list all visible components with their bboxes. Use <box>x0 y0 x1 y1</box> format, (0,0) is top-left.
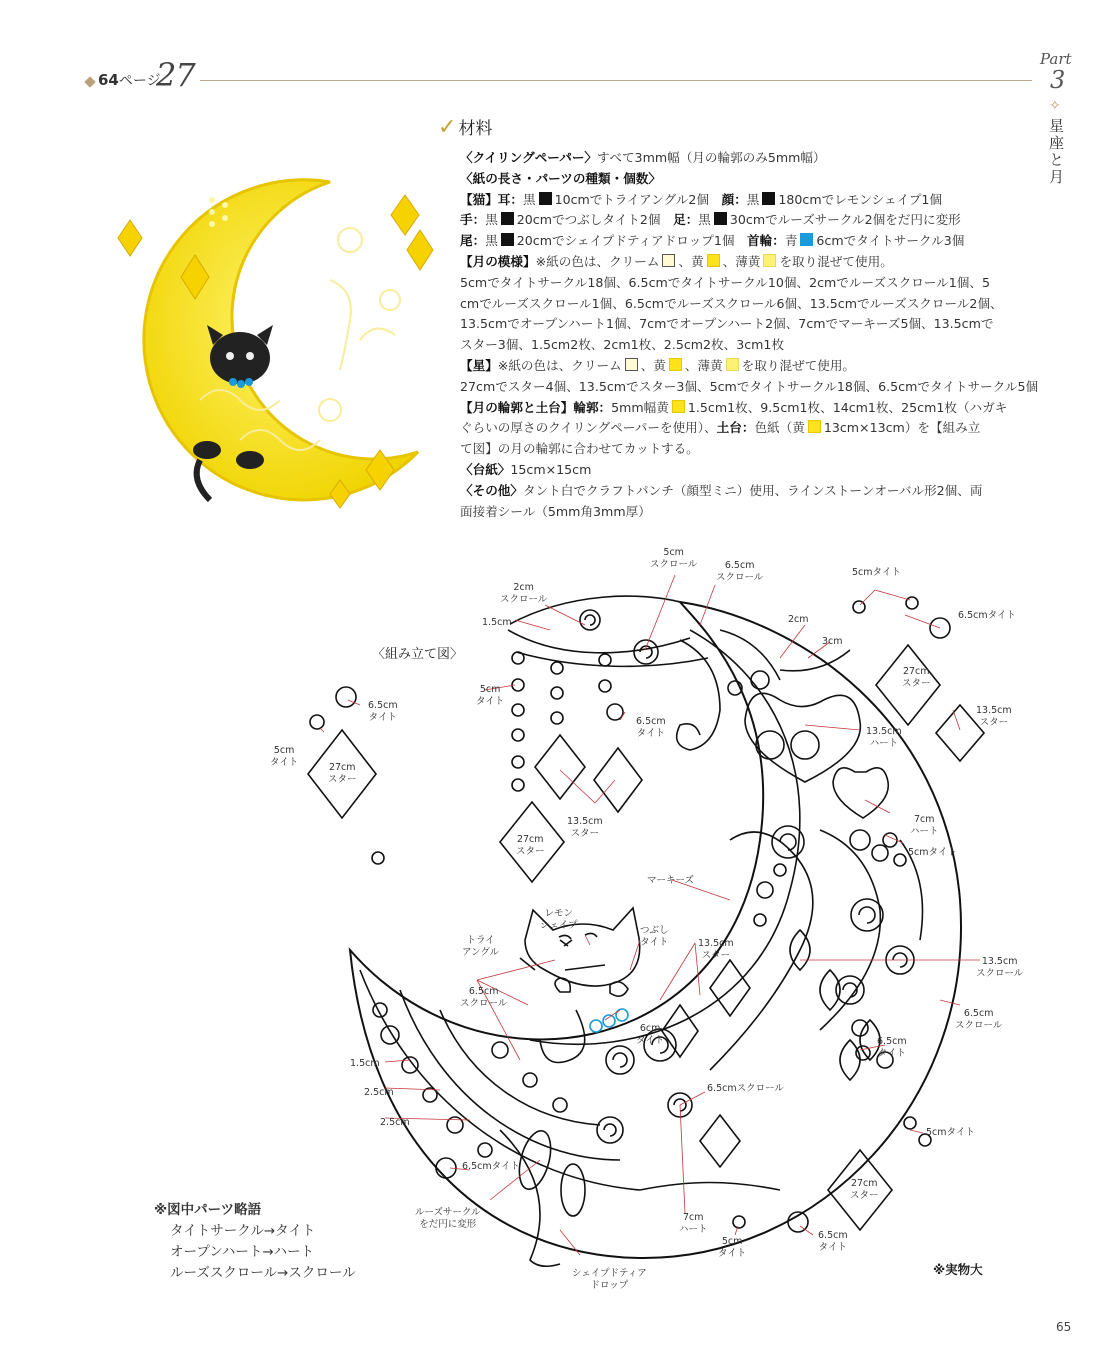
materials-line <box>460 273 1040 294</box>
label-27cm-star-left: 27cm スター <box>328 762 357 785</box>
star-in-1 <box>710 960 750 1016</box>
color-swatch-yellow <box>672 400 685 413</box>
color-swatch-black <box>714 212 727 225</box>
legend-item: ルーズスクロール→スクロール <box>170 1265 356 1281</box>
color-swatch-yellow <box>808 420 821 433</box>
materials-text: 27cmでスター4個、13.5cmでスター3個、5cmでタイトサークル18個、6.5cmでタイトサークル5個 <box>460 378 1039 394</box>
materials-line <box>460 252 1040 273</box>
label-1_5cm-top: 1.5cm <box>482 617 512 628</box>
header-rule <box>200 80 1032 81</box>
materials-heading: 【星】 <box>460 357 498 373</box>
materials-list <box>460 148 1040 522</box>
label-squash-tight: つぶし タイト <box>640 925 669 948</box>
assembly-diagram-title: 〈組み立て図〉 <box>372 647 464 662</box>
materials-line <box>460 439 1040 460</box>
label-6cm-tight: 6cm タイト <box>636 1023 665 1046</box>
materials-heading: 〈台紙〉 <box>460 461 511 477</box>
materials-text: 黒 <box>746 191 760 207</box>
materials-line <box>460 460 1040 481</box>
label-6_5cm-scroll-r: 6.5cm スクロール <box>955 1008 1003 1031</box>
materials-text: 13.5cmでオープンハート1個、7cmでオープンハート2個、7cmでマーキーズ5個、13.5cmで <box>460 316 994 332</box>
label-7cm-heart-b: 7cm ハート <box>679 1212 708 1235</box>
materials-text: すべて3mm幅（月の輪郭のみ5mm幅） <box>597 150 826 165</box>
materials-line <box>460 169 1040 190</box>
color-swatch-blue <box>800 233 813 246</box>
assembly-diagram <box>260 540 1020 1300</box>
label-13_5cm-scroll-r: 13.5cm スクロール <box>976 956 1024 979</box>
materials-text: 1.5cm1枚、9.5cm1枚、14cm1枚、25cm1枚（ハガキ <box>687 399 1008 415</box>
materials-text: cmでルーズスクロール1個、6.5cmでルーズスクロール6個、13.5cmでルーズスクロール2個、 <box>460 295 1003 311</box>
label-6_5cm-tight-r2: 6.5cm タイト <box>877 1036 907 1059</box>
materials-line <box>460 335 1040 356</box>
materials-text: 、薄黄 <box>684 357 723 373</box>
materials-text: ※紙の色は、クリーム <box>497 357 622 373</box>
materials-text: 15cm×15cm <box>510 461 592 477</box>
materials-line <box>460 481 1040 502</box>
materials-text: 面接着シール（5mm角3mm厚） <box>460 503 651 519</box>
materials-text: ※紙の色は、クリーム <box>535 253 660 269</box>
color-swatch-black <box>501 233 514 246</box>
materials-text: 6cmでタイトサークル3個 <box>816 233 965 249</box>
materials-line <box>460 314 1040 335</box>
parts-legend <box>154 1200 356 1284</box>
part-number: 3 <box>1050 66 1066 94</box>
label-6_5cm-tight-out: 6.5cm タイト <box>368 700 398 723</box>
color-swatch-black <box>501 212 514 225</box>
materials-heading: 〈紙の長さ・パーツの種類・個数〉 <box>460 170 661 186</box>
part-star-icon: ✧ <box>1049 98 1061 114</box>
color-swatch-cream <box>662 254 675 267</box>
materials-heading: 〈クイリングペーパー〉 <box>460 150 598 165</box>
materials-text: 色紙（黄 <box>754 420 805 436</box>
materials-heading: 手： <box>460 212 486 228</box>
materials-text: 13cm×13cm）を【組み立 <box>823 420 981 436</box>
materials-line <box>460 398 1040 419</box>
label-13_5cm-star-mid: 13.5cm スター <box>567 816 603 839</box>
materials-title: ✓ 材料 <box>438 115 493 140</box>
label-3cm: 3cm <box>822 636 843 647</box>
photo-moon-shape <box>144 180 418 500</box>
materials-text: 、薄黄 <box>722 253 761 269</box>
materials-text: スター3個、1.5cm2枚、2cm1枚、2.5cm2枚、3cm1枚 <box>460 337 785 353</box>
materials-text: ぐらいの厚さのクイリングペーパーを使用）、 <box>460 420 717 436</box>
color-swatch-black <box>539 192 552 205</box>
label-13_5cm-star-c: 13.5cm スター <box>698 938 734 961</box>
label-triangle: トライ アングル <box>462 935 500 958</box>
materials-text: を取り混ぜて使用。 <box>741 357 855 373</box>
label-lemon-shape: レモン シェイプ <box>540 908 578 931</box>
label-2cm: 2cm <box>788 614 809 625</box>
check-icon: ✓ <box>438 115 457 140</box>
label-13_5cm-heart: 13.5cm ハート <box>866 726 902 749</box>
label-marquise: マーキーズ <box>647 875 695 886</box>
materials-line <box>460 210 1040 231</box>
materials-text: 30cmでルーズサークル2個をだ円に変形 <box>729 212 961 228</box>
label-2_5cm-a: 2.5cm <box>364 1087 394 1098</box>
color-swatch-cream <box>625 358 638 371</box>
materials-heading: 顔： <box>721 191 747 207</box>
materials-line <box>460 294 1040 315</box>
materials-text: 黒 <box>485 212 498 228</box>
materials-text: 黒 <box>698 212 711 228</box>
materials-line <box>460 418 1040 439</box>
materials-text: 、黄 <box>640 357 666 373</box>
label-27cm-star-tr: 27cm スター <box>902 666 931 689</box>
materials-text: 20cmでシェイプドティアドロップ1個 <box>516 233 748 249</box>
color-swatch-yellow <box>669 358 682 371</box>
materials-heading: 首輪： <box>747 233 785 249</box>
label-13_5cm-star-r: 13.5cm スター <box>976 705 1012 728</box>
label-5cm-tight-r: 5cmタイト <box>908 847 957 858</box>
materials-heading: 足： <box>673 212 699 228</box>
label-27cm-star-br: 27cm スター <box>850 1178 879 1201</box>
materials-text: を取り混ぜて使用。 <box>779 253 893 269</box>
materials-heading: 【月の輪郭と土台】輪郭： <box>460 399 612 415</box>
header-diamond-icon <box>84 76 95 87</box>
label-6_5cm-scroll: 6.5cm スクロール <box>716 560 764 583</box>
materials-line <box>460 377 1040 398</box>
label-5cm-tight-tr: 5cmタイト <box>852 567 901 578</box>
color-swatch-lightyellow <box>726 358 739 371</box>
label-5cm-tight-b: 5cm タイト <box>718 1236 747 1259</box>
part-title: 星座と月 <box>1047 118 1065 186</box>
materials-text: 10cmでトライアングル2個 <box>554 191 722 207</box>
legend-item: オープンハート→ハート <box>170 1244 315 1260</box>
label-6_5cm-scroll-left: 6.5cm スクロール <box>460 986 508 1009</box>
color-swatch-lightyellow <box>763 254 776 267</box>
materials-text: 20cmでつぶしタイト2個 <box>516 212 674 228</box>
part-label: Part <box>1040 50 1072 68</box>
label-6_5cm-tight-b: 6.5cm タイト <box>818 1230 848 1253</box>
label-7cm-heart-r: 7cm ハート <box>910 814 939 837</box>
label-6_5cm-tight-bl: 6.5cmタイト <box>462 1161 520 1172</box>
page-number: 65 <box>1056 1320 1072 1334</box>
materials-line <box>460 356 1040 377</box>
materials-heading: 土台： <box>716 420 755 436</box>
label-shaped-teardrop: シェイプドティア ドロップ <box>572 1268 647 1291</box>
materials-line <box>460 231 1040 252</box>
materials-text: 黒 <box>522 191 536 207</box>
materials-text: 青 <box>784 233 798 249</box>
materials-text: て図】の月の輪郭に合わせてカットする。 <box>460 441 699 457</box>
label-6_5cm-tight-in: 6.5cm タイト <box>636 716 666 739</box>
label-6_5cm-tight-tr: 6.5cmタイト <box>958 610 1016 621</box>
label-27cm-star-left2: 27cm スター <box>516 834 545 857</box>
label-5cm-tight-br: 5cmタイト <box>926 1127 975 1138</box>
materials-heading: 【月の模様】 <box>460 253 536 269</box>
actual-size-note: ※実物大 <box>933 1262 983 1277</box>
materials-text: 黒 <box>485 233 498 249</box>
materials-heading: 〈その他〉 <box>460 482 523 498</box>
legend-title: ※図中パーツ略語 <box>154 1202 262 1218</box>
materials-text: タント白でクラフトパンチ（顔型ミニ）使用、ラインストーンオーバル形2個、両 <box>522 482 983 498</box>
materials-text: 5mm幅黄 <box>611 399 669 415</box>
materials-text: 5cmでタイトサークル18個、6.5cmでタイトサークル10個、2cmでルーズスクロール1個、5 <box>460 274 990 290</box>
project-number: 27 <box>156 56 195 94</box>
finished-work-photo <box>100 160 450 520</box>
materials-line <box>460 190 1040 211</box>
label-5cm-tight-out: 5cm タイト <box>270 745 299 768</box>
label-5cm-tight-left: 5cm タイト <box>476 684 505 707</box>
color-swatch-yellow <box>707 254 720 267</box>
materials-heading: 【猫】耳： <box>460 191 523 207</box>
materials-text: 、黄 <box>678 253 704 269</box>
color-swatch-black <box>762 192 775 205</box>
materials-line <box>460 148 1040 169</box>
materials-line <box>460 502 1040 523</box>
label-1_5cm: 1.5cm <box>350 1058 380 1069</box>
label-5cm-scroll: 5cm スクロール <box>650 547 698 570</box>
legend-item: タイトサークル→タイト <box>170 1223 316 1239</box>
label-2_5cm-b: 2.5cm <box>380 1117 410 1128</box>
page-reference: 64ページ <box>98 71 161 89</box>
label-6_5cm-scroll-bottom: 6.5cmスクロール <box>707 1083 784 1094</box>
label-2cm-scroll: 2cm スクロール <box>500 582 548 605</box>
materials-heading: 尾： <box>460 233 486 249</box>
label-loose-circle: ルーズサークル をだ円に変形 <box>415 1207 481 1230</box>
materials-text: 180cmでレモンシェイプ1個 <box>778 191 943 207</box>
